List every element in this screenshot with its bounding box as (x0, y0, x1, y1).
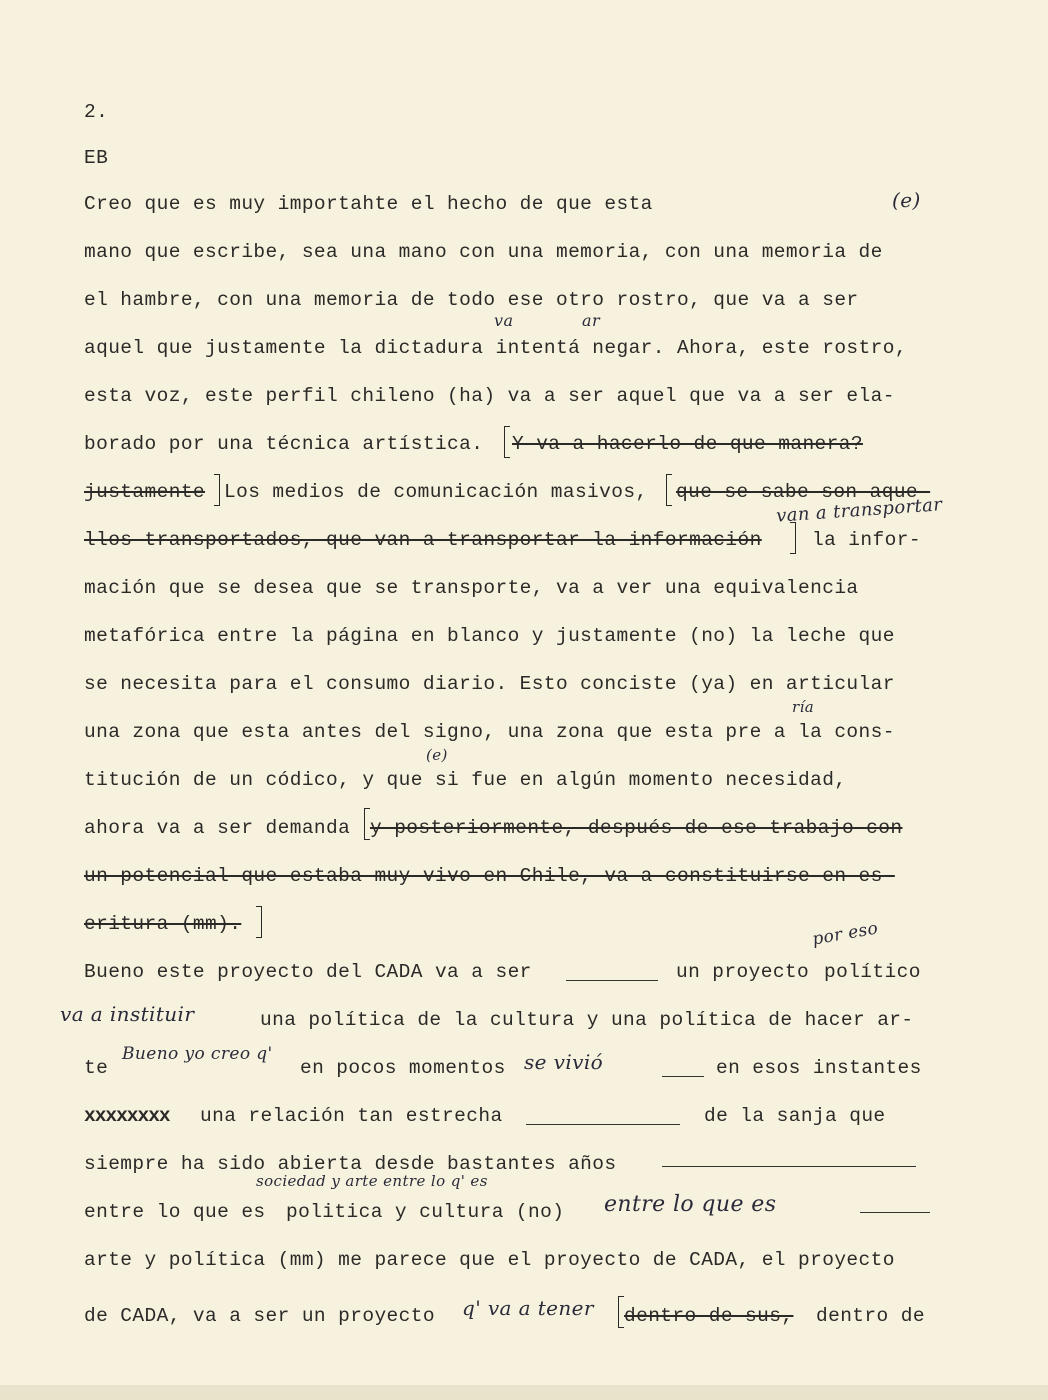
handwritten-note: q' va a tener (462, 1296, 594, 1320)
handwritten-note: (e) (892, 188, 921, 212)
handwritten-note: ar (582, 311, 600, 330)
handwritten-note: va a instituir (60, 1002, 195, 1026)
text-line: una relación tan estrecha (200, 1105, 503, 1127)
struck-text: justamente (84, 481, 206, 503)
struck-text: Y va a hacerlo de que manera? (512, 433, 863, 455)
text-line: aquel que justamente la dictadura intentá negar. Ahora, este rostro, (84, 337, 907, 359)
text-line: arte y política (mm) me parece que el proyecto de CADA, el proyecto (84, 1249, 895, 1271)
struck-text: que se sabe son aque- (676, 481, 931, 503)
handwritten-note: Bueno yo creo q' (122, 1044, 273, 1064)
text-line: se necesita para el consumo diario. Esto conciste (ya) en articular (84, 673, 895, 695)
speaker-label: EB (84, 147, 109, 169)
text-line: titución de un códico, y que si fue en algún momento necesidad, (84, 769, 847, 791)
text-line: Los medios de comunicación masivos, (224, 481, 648, 503)
text-line: de CADA, va a ser un proyecto (84, 1305, 435, 1327)
blank-space (662, 1152, 916, 1167)
text-line: metafórica entre la página en blanco y justamente (no) la leche que (84, 625, 895, 647)
text-line: la infor- (812, 529, 921, 551)
text-line: político (824, 961, 921, 983)
text-line: un proyecto (676, 961, 810, 983)
bracket-open (504, 426, 510, 458)
text-line: esta voz, este perfil chileno (ha) va a ser aquel que va a ser ela- (84, 385, 895, 407)
text-line: entre lo que es (84, 1201, 266, 1223)
crossed-out-word: xxxxxxxx (84, 1105, 170, 1127)
text-line: en esos instantes (716, 1057, 922, 1079)
text-line: el hambre, con una memoria de todo ese otro rostro, que va a ser (84, 289, 859, 311)
text-line: una zona que esta antes del signo, una zona que esta pre a la cons- (84, 721, 895, 743)
text-line: de la sanja que (704, 1105, 886, 1127)
handwritten-note: por eso (810, 918, 880, 950)
bracket-close (790, 522, 796, 554)
blank-space (860, 1198, 930, 1213)
text-line: te (84, 1057, 109, 1079)
handwritten-note: se vivió (524, 1050, 604, 1074)
handwritten-note: ría (792, 698, 815, 716)
struck-text: y posteriormente, después de ese trabajo con (370, 817, 903, 839)
text-line: Creo que es muy importahte el hecho de que esta (84, 193, 653, 215)
bracket-close (256, 906, 262, 938)
handwritten-note: (e) (426, 746, 448, 764)
blank-space (662, 1062, 704, 1077)
struck-text: eritura (mm). (84, 913, 242, 935)
bracket-open (666, 474, 672, 506)
text-line: ahora va a ser demanda (84, 817, 351, 839)
struck-text: dentro de sus, (624, 1305, 794, 1327)
bracket-close (214, 474, 220, 506)
handwritten-note: sociedad y arte entre lo q' es (256, 1172, 488, 1190)
text-line: una política de la cultura y una política de hacer ar- (260, 1009, 914, 1031)
handwritten-note: va (494, 311, 514, 330)
page-number: 2. (84, 101, 109, 123)
text-line: politica y cultura (no) (286, 1201, 565, 1223)
blank-space (566, 966, 658, 981)
text-line: en pocos momentos (300, 1057, 506, 1079)
blank-space (526, 1110, 680, 1125)
text-line: mación que se desea que se transporte, va a ver una equivalencia (84, 577, 859, 599)
struck-text: llos transportados, que van a transportar la información (84, 529, 762, 551)
struck-text: un potencial que estaba muy vivo en Chile, va a constituirse en es- (84, 865, 895, 887)
page-edge (0, 1385, 1048, 1400)
handwritten-note: entre lo que es (604, 1192, 777, 1217)
text-line: Bueno este proyecto del CADA va a ser (84, 961, 532, 983)
text-line: mano que escribe, sea una mano con una memoria, con una memoria de (84, 241, 883, 263)
text-line: borado por una técnica artística. (84, 433, 484, 455)
handwritten-note: van a transportar (775, 494, 943, 527)
text-line: siempre ha sido abierta desde bastantes años (84, 1153, 617, 1175)
text-line: dentro de (816, 1305, 925, 1327)
